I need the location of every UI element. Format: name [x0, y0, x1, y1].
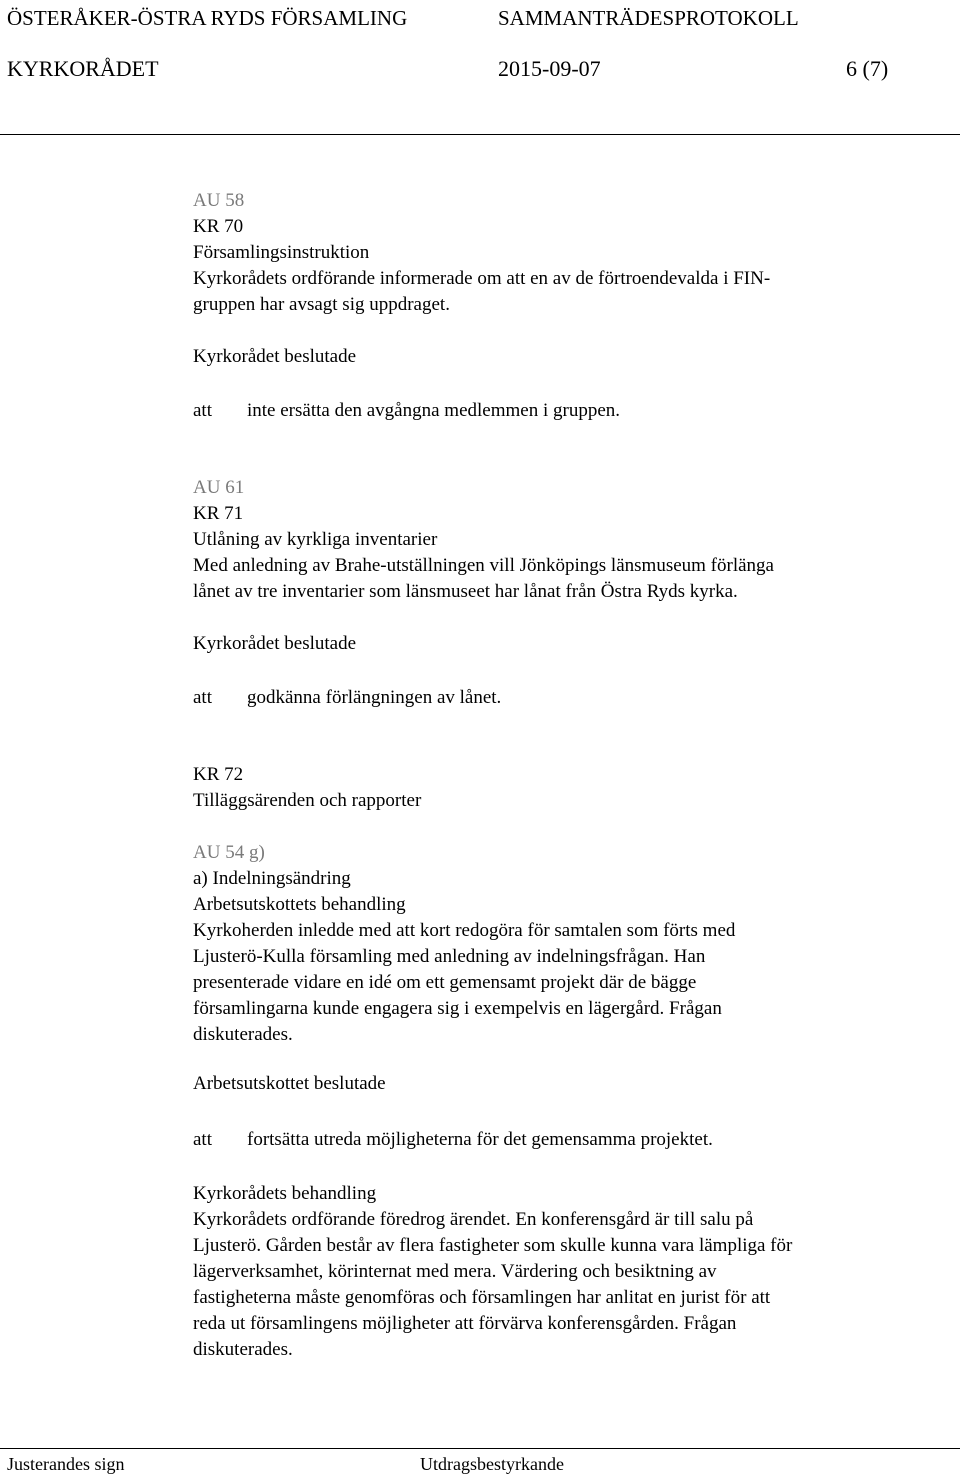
section-3-kr-text-line: Ljusterö. Gården består av flera fastigheter som skulle kunna vara lämpliga för [193, 1235, 793, 1256]
section-3-subtitle: a) Indelningsändring [193, 868, 351, 889]
header-body: KYRKORÅDET [7, 56, 159, 81]
section-3-kr-text-line: reda ut församlingens möjligheter att förvärva konferensgården. Frågan [193, 1313, 737, 1334]
section-3-au-ref: AU 54 g) [193, 842, 265, 863]
att-label: att [193, 1129, 212, 1150]
section-2-decision-heading: Kyrkorådet beslutade [193, 633, 357, 654]
section-3-kr-text-line: diskuterades. [193, 1339, 293, 1360]
decision-text: inte ersätta den avgångna medlemmen i gruppen. [247, 400, 621, 421]
section-1 [193, 188, 913, 318]
footer-certification-label: Utdragsbestyrkande [420, 1454, 564, 1474]
section-1-text-line: gruppen har avsagt sig uppdraget. [193, 294, 450, 315]
section-3-wg-heading: Arbetsutskottets behandling [193, 894, 406, 915]
section-1-decision [193, 398, 620, 424]
section-3-kr-text-line: lägerverksamhet, körinternat med mera. Värdering och besiktning av [193, 1261, 717, 1282]
section-3-kr-heading: Kyrkorådets behandling [193, 1183, 377, 1204]
header-page-number: 6 (7) [846, 56, 889, 81]
section-3-wg-decision-heading: Arbetsutskottet beslutade [193, 1073, 386, 1094]
section-3-kr-text-line: Kyrkorådets ordförande föredrog ärendet. En konferensgård är till salu på [193, 1209, 754, 1230]
decision-text: fortsätta utreda möjligheterna för det gemensamma projektet. [247, 1129, 713, 1150]
section-2-title: Utlåning av kyrkliga inventarier [193, 529, 438, 550]
section-2-text-line: Med anledning av Brahe-utställningen vill Jönköpings länsmuseum förlänga [193, 555, 774, 576]
section-3-wg-text-line: församlingarna kunde engagera sig i exempelvis en lägergård. Frågan [193, 998, 722, 1019]
footer-rule [0, 1448, 960, 1449]
section-3-church-council [193, 1181, 913, 1363]
section-3-header [193, 762, 913, 814]
header-document-type: SAMMANTRÄDESPROTOKOLL [498, 6, 799, 30]
section-3-kr-text-line: fastigheterna måste genomföras och församlingen har anlitat en jurist för att [193, 1287, 771, 1308]
section-3-wg-decision [193, 1127, 713, 1153]
att-label: att [193, 400, 212, 421]
decision-text: godkänna förlängningen av lånet. [247, 687, 502, 708]
footer-signature-label: Justerandes sign [7, 1454, 125, 1474]
section-2-au-ref: AU 61 [193, 477, 245, 498]
section-1-decision-heading: Kyrkorådet beslutade [193, 346, 357, 367]
section-1-title: Församlingsinstruktion [193, 242, 370, 263]
section-2-decision [193, 685, 501, 711]
att-label: att [193, 687, 212, 708]
section-3-wg-text-line: presenterade vidare en idé om ett gemensamt projekt där de bägge [193, 972, 697, 993]
section-3-wg-text-line: diskuterades. [193, 1024, 293, 1045]
header-rule [0, 134, 960, 135]
section-3-working-group [193, 840, 913, 1048]
header-organization: ÖSTERÅKER-ÖSTRA RYDS FÖRSAMLING [7, 6, 408, 30]
section-1-au-ref: AU 58 [193, 190, 245, 211]
section-3-wg-text-line: Kyrkoherden inledde med att kort redogöra för samtalen som förts med [193, 920, 736, 941]
section-3-wg-text-line: Ljusterö-Kulla församling med anledning av indelningsfrågan. Han [193, 946, 706, 967]
section-3-title: Tilläggsärenden och rapporter [193, 790, 422, 811]
section-1-text-line: Kyrkorådets ordförande informerade om att en av de förtroendevalda i FIN- [193, 268, 771, 289]
header-date: 2015-09-07 [498, 56, 601, 81]
section-2-text-line: lånet av tre inventarier som länsmuseet har lånat från Östra Ryds kyrka. [193, 581, 738, 602]
section-1-kr-ref: KR 70 [193, 216, 244, 237]
section-3-kr-ref: KR 72 [193, 764, 244, 785]
section-2-kr-ref: KR 71 [193, 503, 244, 524]
section-2 [193, 475, 913, 605]
